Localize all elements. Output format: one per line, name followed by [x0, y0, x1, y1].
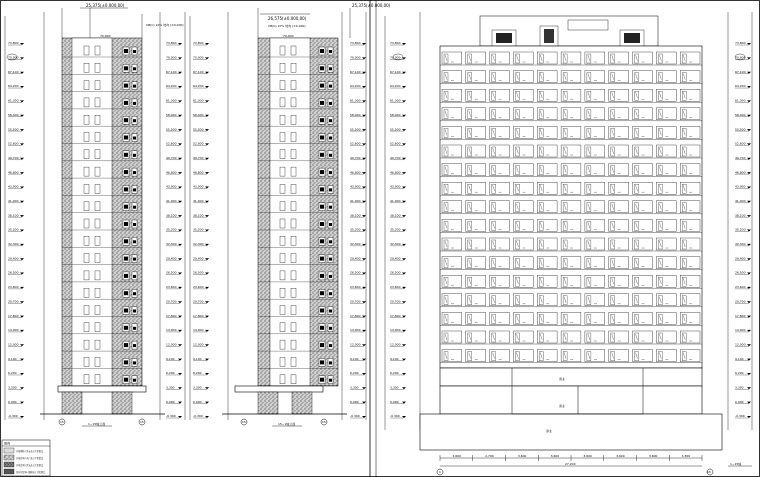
- level-label: 43,900: [390, 184, 401, 189]
- level-label: 55,500: [193, 127, 204, 132]
- level-label: 38,100: [735, 213, 746, 218]
- bay-dimension: 3,600: [550, 454, 560, 458]
- window: [95, 288, 100, 297]
- level-label: 46,800: [193, 170, 204, 175]
- bay-dimension: 3,600: [616, 454, 625, 458]
- level-label: 52,600: [350, 141, 361, 146]
- level-label: 58,400: [8, 112, 19, 117]
- level-label: 14,900: [193, 328, 204, 333]
- level-label: 0.000: [193, 399, 202, 404]
- elevation-scale-label: 1~15轴: [730, 462, 742, 466]
- level-label: 35,200: [166, 227, 177, 232]
- level-label: 26,500: [350, 270, 361, 275]
- window: [291, 288, 296, 297]
- window: [84, 202, 89, 211]
- level-label: 61,300: [166, 98, 177, 103]
- window: [291, 340, 296, 349]
- level-label: 49,700: [350, 155, 361, 160]
- level-label: 38,100: [166, 213, 177, 218]
- level-label: 3,300: [166, 385, 175, 390]
- level-label: 61,300: [735, 98, 746, 103]
- window: [280, 98, 285, 107]
- level-label: 23,600: [350, 285, 361, 290]
- middle-elevation: [190, 3, 391, 426]
- level-label: 12,000: [166, 342, 177, 347]
- level-label: 29,400: [350, 256, 361, 261]
- level-label: 14,900: [390, 328, 401, 333]
- level-label: 23,600: [735, 285, 746, 290]
- window: [280, 288, 285, 297]
- level-label: 35,200: [735, 227, 746, 232]
- window: [95, 236, 100, 245]
- level-label: 73,800: [735, 41, 746, 46]
- level-label: -0.300: [735, 414, 745, 419]
- window: [280, 202, 285, 211]
- level-label: 17,800: [735, 313, 746, 318]
- window: [95, 306, 100, 315]
- window: [95, 81, 100, 90]
- level-label: 67,100: [166, 69, 177, 74]
- window: [280, 63, 285, 72]
- level-label: 12,000: [735, 342, 746, 347]
- window: [291, 271, 296, 280]
- legend-swatch: [4, 462, 14, 467]
- level-label: 55,500: [390, 127, 401, 132]
- roof-level-label: 70,000: [283, 34, 294, 38]
- bay-dimension: 2,700: [485, 454, 494, 458]
- level-label: 49,700: [166, 155, 177, 160]
- level-label: 41,000: [8, 199, 19, 204]
- window: [280, 306, 285, 315]
- legend-item: 外墙面砖 (浅灰色) 详见做法: [16, 450, 44, 453]
- window: [95, 133, 100, 142]
- axis-label: 15: [707, 470, 711, 475]
- level-label: 0.000: [8, 399, 17, 404]
- level-label: 12,000: [390, 342, 401, 347]
- level-label: 46,800: [735, 170, 746, 175]
- level-label: 14,900: [735, 328, 746, 333]
- level-label: 38,100: [350, 213, 361, 218]
- level-label: 17,800: [350, 313, 361, 318]
- window: [84, 323, 89, 332]
- level-label: 17,800: [193, 313, 204, 318]
- level-label: 35,200: [350, 227, 361, 232]
- level-label: 55,500: [735, 127, 746, 132]
- level-label: 12,000: [8, 342, 19, 347]
- window: [95, 150, 100, 159]
- level-label: 12,000: [193, 342, 204, 347]
- level-label: 17,800: [166, 313, 177, 318]
- level-label: 41,000: [735, 199, 746, 204]
- level-label: 43,900: [8, 184, 19, 189]
- window: [84, 133, 89, 142]
- window: [95, 254, 100, 263]
- level-label: 9,100: [193, 356, 202, 361]
- callout-sub: CB(C) 10% 坡向 (±0.000): [268, 24, 306, 28]
- window: [84, 115, 89, 124]
- level-label: 26,500: [193, 270, 204, 275]
- level-label: 58,400: [166, 112, 177, 117]
- level-label: 70,000: [166, 55, 177, 60]
- axis-label: 15: [140, 420, 144, 425]
- window: [280, 271, 285, 280]
- window: [84, 306, 89, 315]
- window: [95, 340, 100, 349]
- bay-dimension: 3,600: [583, 454, 592, 458]
- level-label: 29,400: [390, 256, 401, 261]
- window: [95, 167, 100, 176]
- window: [84, 167, 89, 176]
- level-label: -0.300: [166, 414, 176, 419]
- level-label: 64,200: [166, 84, 177, 89]
- window: [280, 375, 285, 384]
- level-label: 0.000: [166, 399, 175, 404]
- level-label: -0.300: [350, 414, 360, 419]
- level-label: 20,700: [735, 299, 746, 304]
- level-label: 9,100: [735, 356, 744, 361]
- level-label: 38,100: [8, 213, 19, 218]
- level-label: 67,100: [350, 69, 361, 74]
- window: [280, 115, 285, 124]
- level-label: 14,900: [8, 328, 19, 333]
- axis-label: 15: [60, 420, 64, 425]
- level-label: 70,000: [8, 55, 19, 60]
- window: [280, 150, 285, 159]
- level-label: 29,400: [8, 256, 19, 261]
- legend-swatch: [4, 455, 14, 460]
- podium-label: 商业: [546, 429, 553, 433]
- roof-level-label: 70,000: [100, 34, 111, 38]
- level-label: 29,400: [166, 256, 177, 261]
- level-label: 61,300: [193, 98, 204, 103]
- level-label: 9,100: [166, 356, 175, 361]
- level-label: 9,100: [8, 356, 17, 361]
- level-label: 64,200: [8, 84, 19, 89]
- level-label: 32,300: [350, 242, 361, 247]
- level-label: 64,200: [390, 84, 401, 89]
- level-label: 73,800: [166, 41, 177, 46]
- level-label: 35,200: [193, 227, 204, 232]
- window: [95, 271, 100, 280]
- window: [95, 219, 100, 228]
- legend-swatch: [4, 469, 14, 474]
- window: [95, 46, 100, 55]
- window: [95, 98, 100, 107]
- level-label: 73,800: [8, 41, 19, 46]
- level-label: 20,700: [350, 299, 361, 304]
- legend-item: 外墙涂料 (米白色) 详见做法: [16, 457, 44, 460]
- level-label: 9,100: [350, 356, 359, 361]
- level-label: 23,600: [8, 285, 19, 290]
- window: [95, 357, 100, 366]
- level-label: 0.000: [390, 399, 399, 404]
- level-label: 29,400: [193, 256, 204, 261]
- level-label: 55,500: [166, 127, 177, 132]
- level-label: 46,800: [166, 170, 177, 175]
- level-label: 26,500: [735, 270, 746, 275]
- level-label: 3,300: [8, 385, 17, 390]
- level-label: 38,100: [193, 213, 204, 218]
- legend-item: 仿石材涂料 (咖啡色) 详见做法: [16, 471, 46, 474]
- level-label: 0.000: [350, 399, 359, 404]
- level-label: 35,200: [390, 227, 401, 232]
- level-label: 64,200: [193, 84, 204, 89]
- bay-dimension: 3,300: [681, 454, 691, 458]
- window: [84, 288, 89, 297]
- window: [280, 357, 285, 366]
- level-label: 55,500: [350, 127, 361, 132]
- callout-top: 26,575(±0.000,00): [268, 16, 307, 21]
- axis-label: 1: [439, 470, 441, 475]
- callout-top-right: 25,375(±0.000,00): [352, 3, 391, 8]
- level-label: 17,800: [390, 313, 401, 318]
- window: [84, 63, 89, 72]
- level-label: 3,300: [390, 385, 399, 390]
- level-label: 49,700: [735, 155, 746, 160]
- level-label: 64,200: [350, 84, 361, 89]
- level-label: 43,900: [350, 184, 361, 189]
- level-label: 23,600: [390, 285, 401, 290]
- level-label: 61,300: [350, 98, 361, 103]
- window: [291, 133, 296, 142]
- level-label: 43,900: [166, 184, 177, 189]
- level-label: 67,100: [8, 69, 19, 74]
- window: [95, 323, 100, 332]
- level-label: 20,700: [166, 299, 177, 304]
- window: [280, 133, 285, 142]
- level-label: 58,400: [193, 112, 204, 117]
- level-label: 3,300: [735, 385, 744, 390]
- bay-dimension: 3,600: [648, 454, 658, 458]
- level-label: 43,900: [193, 184, 204, 189]
- level-label: 29,400: [735, 256, 746, 261]
- elevation-scale-label: 15~1轴立面: [278, 422, 296, 426]
- level-label: 64,200: [735, 84, 746, 89]
- level-label: 43,900: [735, 184, 746, 189]
- window: [291, 184, 296, 193]
- window: [84, 81, 89, 90]
- window: [280, 81, 285, 90]
- window: [291, 254, 296, 263]
- level-label: 3,300: [350, 385, 359, 390]
- level-label: 32,300: [390, 242, 401, 247]
- level-label: 70,000: [350, 55, 361, 60]
- level-label: 41,000: [166, 199, 177, 204]
- window: [280, 323, 285, 332]
- window: [84, 236, 89, 245]
- level-label: 38,100: [390, 213, 401, 218]
- window: [95, 63, 100, 72]
- level-label: -0.300: [8, 414, 18, 419]
- window: [291, 98, 296, 107]
- window: [291, 63, 296, 72]
- window: [280, 254, 285, 263]
- level-label: 17,800: [8, 313, 19, 318]
- window: [280, 46, 285, 55]
- podium-label: 商业: [559, 404, 566, 408]
- level-label: -0.300: [390, 414, 400, 419]
- level-label: 49,700: [390, 155, 401, 160]
- level-label: 26,500: [8, 270, 19, 275]
- level-label: 46,800: [390, 170, 401, 175]
- level-label: 70,000: [193, 55, 204, 60]
- level-label: 23,600: [193, 285, 204, 290]
- level-label: 26,500: [390, 270, 401, 275]
- window: [84, 46, 89, 55]
- level-label: 49,700: [193, 155, 204, 160]
- level-label: 41,000: [350, 199, 361, 204]
- window: [291, 115, 296, 124]
- level-label: 73,800: [390, 41, 401, 46]
- level-label: 6,200: [735, 371, 744, 376]
- window: [291, 202, 296, 211]
- window: [291, 81, 296, 90]
- level-label: 58,400: [735, 112, 746, 117]
- level-label: 61,300: [390, 98, 401, 103]
- window: [95, 202, 100, 211]
- window: [84, 98, 89, 107]
- level-label: 49,700: [8, 155, 19, 160]
- legend-item: 外墙涂料 (深灰色) 详见做法: [16, 464, 44, 467]
- window: [84, 357, 89, 366]
- level-label: -0.300: [193, 414, 203, 419]
- window: [291, 46, 296, 55]
- level-label: 3,300: [193, 385, 202, 390]
- level-label: 32,300: [735, 242, 746, 247]
- level-label: 52,600: [193, 141, 204, 146]
- level-label: 0.000: [735, 399, 744, 404]
- level-label: 73,800: [350, 41, 361, 46]
- window: [84, 340, 89, 349]
- level-label: 67,100: [193, 69, 204, 74]
- level-label: 52,600: [8, 141, 19, 146]
- window: [291, 236, 296, 245]
- window: [291, 167, 296, 176]
- axis-label: 15: [242, 420, 246, 425]
- window: [291, 357, 296, 366]
- level-label: 6,200: [193, 371, 202, 376]
- axis-label: 15: [322, 420, 326, 425]
- window: [291, 150, 296, 159]
- legend-swatch: [4, 448, 14, 453]
- legend: [2, 440, 50, 476]
- window: [280, 167, 285, 176]
- window: [291, 219, 296, 228]
- bay-dimension: 3,600: [452, 454, 461, 458]
- bay-dimension: 3,600: [517, 454, 527, 458]
- window: [280, 219, 285, 228]
- level-label: 58,400: [390, 112, 401, 117]
- level-label: 20,700: [193, 299, 204, 304]
- level-label: 23,600: [166, 285, 177, 290]
- level-label: 46,800: [8, 170, 19, 175]
- level-label: 67,100: [735, 69, 746, 74]
- level-label: 9,100: [390, 356, 399, 361]
- level-label: 14,900: [350, 328, 361, 333]
- level-label: 52,600: [166, 141, 177, 146]
- window: [95, 184, 100, 193]
- level-label: 14,900: [166, 328, 177, 333]
- level-label: 67,100: [390, 69, 401, 74]
- level-label: 32,300: [8, 242, 19, 247]
- level-label: 46,800: [350, 170, 361, 175]
- level-label: 6,200: [8, 371, 17, 376]
- window: [280, 340, 285, 349]
- level-label: 70,000: [735, 55, 746, 60]
- callout-top: 25,375(±0.000,00): [86, 3, 125, 8]
- window: [84, 271, 89, 280]
- window: [280, 184, 285, 193]
- window: [280, 236, 285, 245]
- level-label: 12,000: [350, 342, 361, 347]
- level-label: 55,500: [8, 127, 19, 132]
- window: [84, 219, 89, 228]
- window: [95, 375, 100, 384]
- level-label: 20,700: [390, 299, 401, 304]
- window: [84, 375, 89, 384]
- level-label: 70,000: [390, 55, 401, 60]
- elevation-scale-label: 1~15轴立面: [88, 422, 106, 426]
- window: [84, 150, 89, 159]
- level-label: 6,200: [350, 371, 359, 376]
- level-label: 41,000: [390, 199, 401, 204]
- level-label: 32,300: [166, 242, 177, 247]
- callout-sub: CB(C) 10% 坡向 (±0.000): [146, 23, 184, 27]
- window: [84, 254, 89, 263]
- overall-dimension: 27,200: [565, 462, 576, 466]
- level-label: 20,700: [8, 299, 19, 304]
- left-elevation: [5, 3, 185, 426]
- level-label: 6,200: [166, 371, 175, 376]
- legend-title: 图例: [4, 441, 11, 446]
- level-label: 6,200: [390, 371, 399, 376]
- podium-label: 商业: [559, 377, 566, 381]
- level-label: 61,300: [8, 98, 19, 103]
- level-label: 73,800: [193, 41, 204, 46]
- level-label: 32,300: [193, 242, 204, 247]
- window: [291, 375, 296, 384]
- level-label: 41,000: [193, 199, 204, 204]
- window: [95, 115, 100, 124]
- level-label: 58,400: [350, 112, 361, 117]
- level-label: 26,500: [166, 270, 177, 275]
- level-label: 52,600: [390, 141, 401, 146]
- window: [291, 323, 296, 332]
- level-label: 52,600: [735, 141, 746, 146]
- window: [291, 306, 296, 315]
- level-label: 35,200: [8, 227, 19, 232]
- window: [84, 184, 89, 193]
